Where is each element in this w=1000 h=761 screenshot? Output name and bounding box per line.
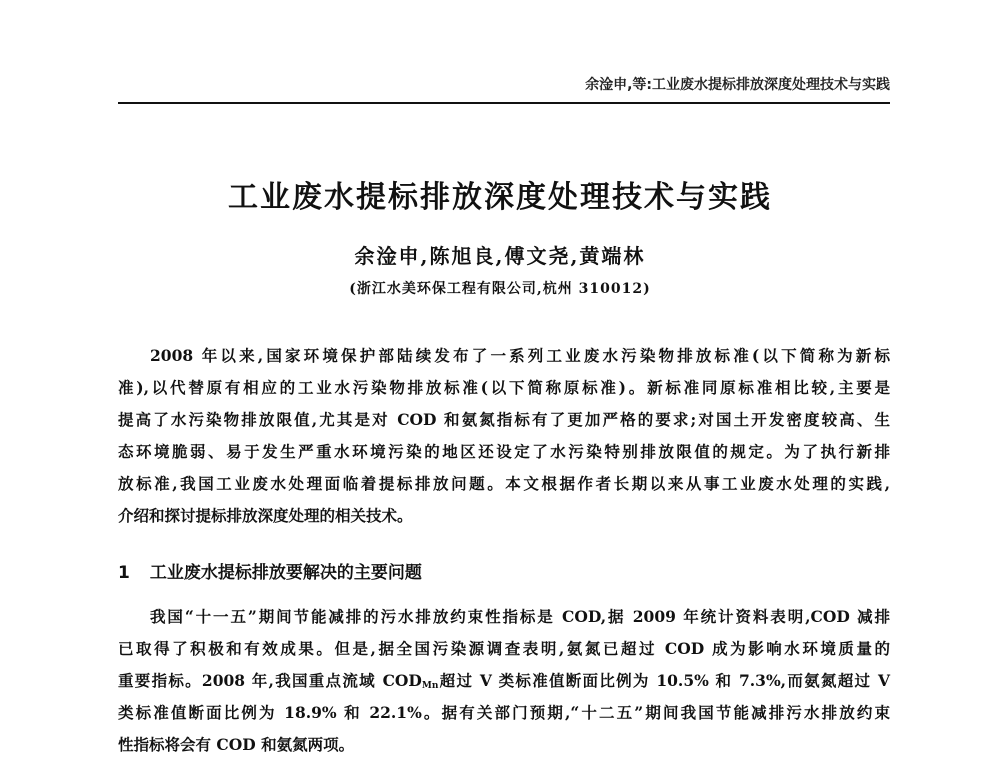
text-line: 我国“十一五”期间节能减排的污水排放约束性指标是 COD,据 2009 年统计资料表明,COD 减排 xyxy=(150,607,890,626)
text-line: 准),以代替原有相应的工业水污染物排放标准(以下简称原标准)。新标准同原标准相比较,主要是 xyxy=(118,378,890,397)
section-number: 1 xyxy=(118,563,130,583)
text-line: 态环境脆弱、易于发生严重水环境污染的地区还设定了水污染特别排放限值的规定。为了执行新排 xyxy=(118,442,890,461)
paper-title: 工业废水提标排放深度处理技术与实践 xyxy=(228,180,772,215)
text-segment: 重要指标。2008 年,我国重点流域 COD xyxy=(118,671,422,690)
subscript: Mn xyxy=(421,681,439,691)
running-header: 余淦申,等:工业废水提标排放深度处理技术与实践 xyxy=(585,77,890,93)
text-line: 提高了水污染物排放限值,尤其是对 COD 和氨氮指标有了更加严格的要求;对国土开发密度较高、生 xyxy=(118,410,890,429)
text-line: 2008 年以来,国家环境保护部陆续发布了一系列工业废水污染物排放标准(以下简称为新标 xyxy=(150,346,890,365)
affiliation: (浙江水美环保工程有限公司,杭州 310012) xyxy=(349,281,651,297)
text-line: 性指标将会有 COD 和氨氮两项。 xyxy=(118,735,355,754)
section-title: 工业废水提标排放要解决的主要问题 xyxy=(149,563,422,583)
text-line: 已取得了积极和有效成果。但是,据全国污染源调查表明,氨氮已超过 COD 成为影响水环境质量的 xyxy=(118,639,890,658)
authors: 余淦申,陈旭良,傅文尧,黄端林 xyxy=(354,244,646,268)
text-line: 类标准值断面比例为 18.9% 和 22.1%。据有关部门预期,“十二五”期间我国节能减排污水排放约束 xyxy=(118,703,890,722)
text-line: 放标准,我国工业废水处理面临着提标排放问题。本文根据作者长期以来从事工业废水处理的实践, xyxy=(118,474,890,493)
section-heading xyxy=(118,558,422,583)
text-line: 介绍和探讨提标排放深度处理的相关技术。 xyxy=(118,506,413,525)
text-segment: 超过 V 类标准值断面比例为 10.5% 和 7.3%,而氨氮超过 V xyxy=(438,671,890,690)
header-rule xyxy=(118,102,890,104)
text-line xyxy=(118,665,890,697)
intro-paragraph xyxy=(118,340,890,532)
section1-paragraph xyxy=(118,601,890,761)
